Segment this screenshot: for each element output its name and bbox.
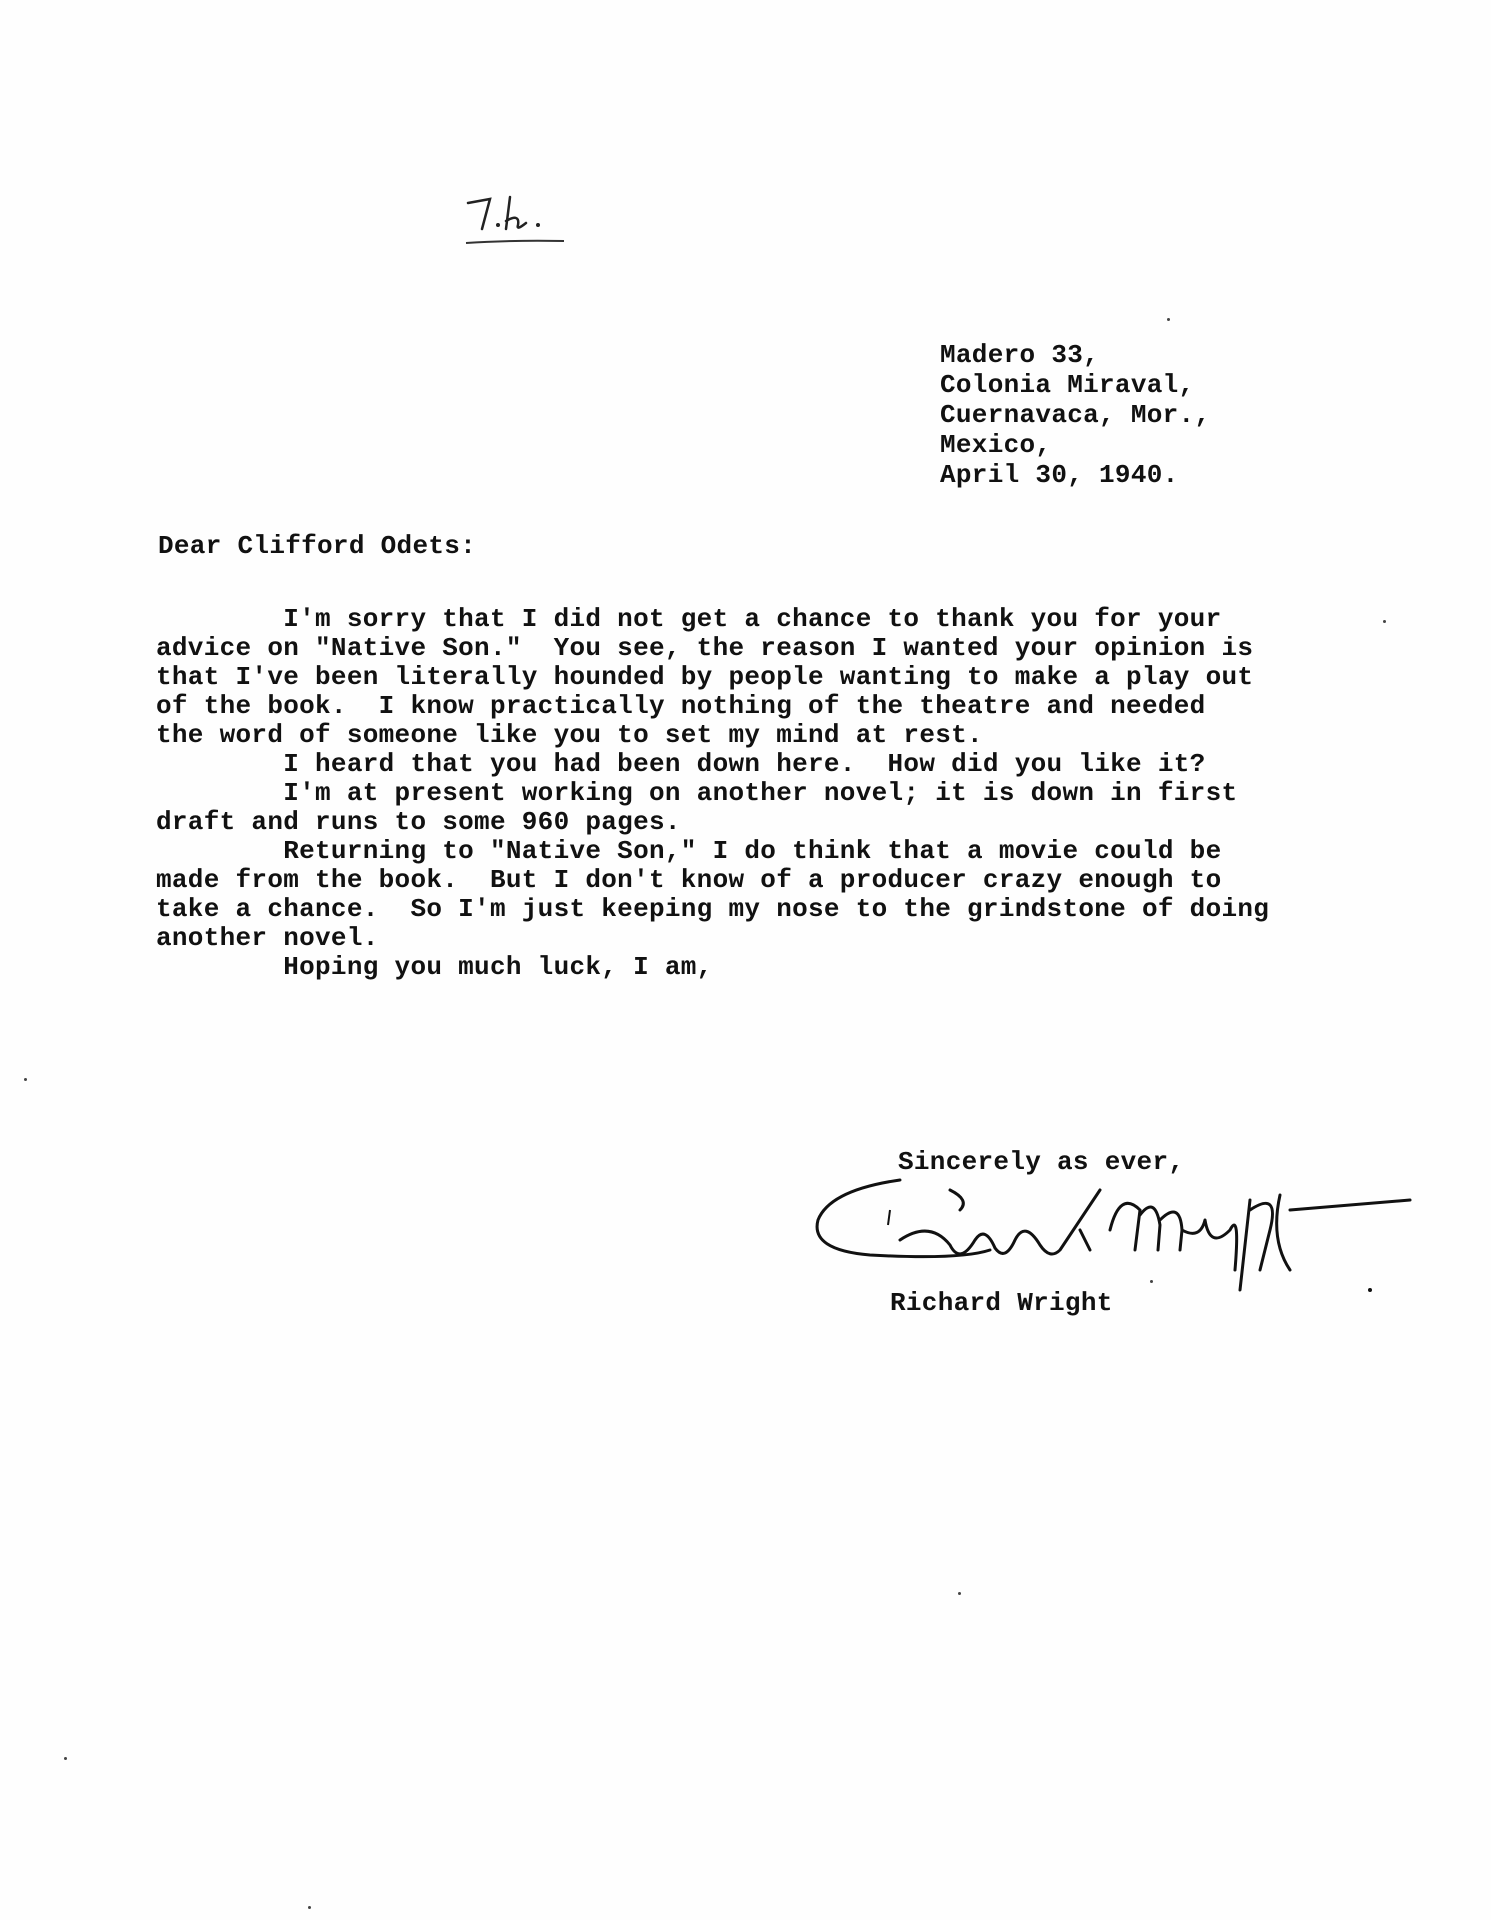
address-line-1: Madero 33,	[940, 340, 1100, 370]
paper-speck	[1383, 620, 1386, 623]
paper-speck	[958, 1592, 961, 1595]
paragraph: I'm sorry that I did not get a chance to thank you for your advice on "Native Son." You see, the reason I wanted your opinion is that I've been literally hounded by people wanting to make a play out of the book. I know practically nothing of the theatre and needed the word of someone like you to set my mind at rest.	[156, 604, 1254, 750]
address-line-2: Colonia Miraval,	[940, 370, 1195, 400]
paper-speck	[64, 1757, 67, 1760]
signature-name: Richard Wright	[890, 1288, 1113, 1318]
paper-speck	[24, 1078, 27, 1081]
paper-speck	[1150, 1280, 1153, 1283]
address-line-3: Cuernavaca, Mor.,	[940, 400, 1211, 430]
paper-speck	[308, 1906, 311, 1909]
letter-date: April 30, 1940.	[940, 460, 1179, 490]
letter-body	[156, 605, 1269, 982]
paper-speck	[1167, 318, 1170, 321]
paragraph: Hoping you much luck, I am,	[156, 952, 713, 982]
salutation: Dear Clifford Odets:	[158, 531, 477, 561]
handwritten-initials	[460, 185, 570, 255]
paragraph: I heard that you had been down here. How did you like it?	[156, 749, 1206, 779]
paragraph: Returning to "Native Son," I do think that a movie could be made from the book. But I don't know of a producer crazy enough to take a chance. So I'm just keeping my nose to the grindstone of doing another novel.	[156, 836, 1270, 953]
paragraph: I'm at present working on another novel; it is down in first draft and runs to some 960 pages.	[156, 778, 1238, 837]
closing: Sincerely as ever,	[898, 1147, 1185, 1177]
address-line-4: Mexico,	[940, 430, 1052, 460]
address-block	[940, 340, 1210, 490]
